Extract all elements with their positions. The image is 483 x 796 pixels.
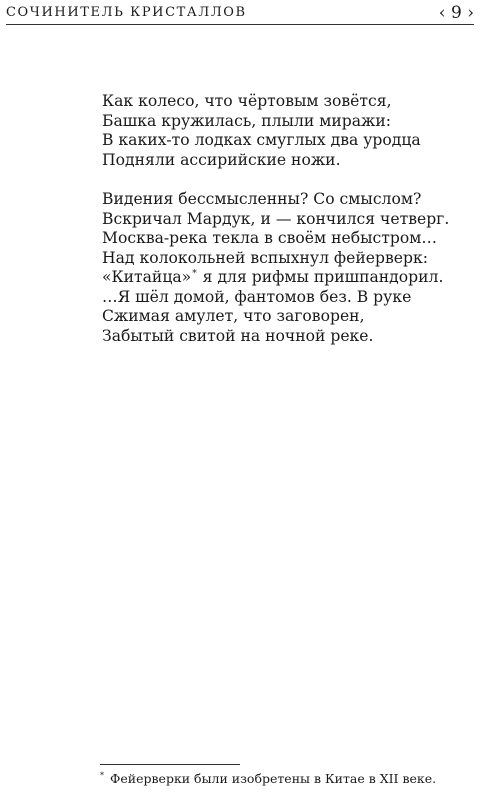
poem-line: Сжимая амулет, что заговорен,: [102, 307, 365, 325]
footnote-rule: [100, 764, 240, 765]
poem-line: В каких-то лодках смуглых два уродца: [102, 131, 421, 149]
footnote-text: Фейерверки были изобретены в Китае в XII веке.: [110, 771, 437, 786]
poem-line-part: «Китайца»: [102, 268, 192, 286]
footnote-mark: *: [100, 771, 104, 780]
poem-line: Забытый свитой на ночной реке.: [102, 326, 374, 345]
stanza-2: [102, 190, 462, 346]
poem: [102, 92, 462, 366]
running-head: [6, 2, 474, 24]
footnote: [100, 771, 436, 786]
poem-line-part: я для рифмы пришпандорил.: [197, 268, 444, 286]
poem-line: Как колесо, что чёртовым зовётся,: [102, 92, 392, 110]
poem-line: Подняли ассирийские ножи.: [102, 150, 341, 169]
header-rule: [6, 24, 474, 25]
poem-line-with-footnote: [102, 268, 462, 288]
footnote-reference: *: [192, 269, 197, 279]
poem-line: Видения бессмысленны? Со смыслом?: [102, 190, 422, 208]
page-number: ‹ 9 ›: [438, 3, 474, 23]
poem-line: Москва-река текла в своём небыстром…: [102, 229, 437, 247]
poem-line: …Я шёл домой, фантомов без. В руке: [102, 287, 412, 306]
running-title: СОЧИНИТЕЛЬ КРИСТАЛЛОВ: [6, 5, 247, 20]
stanza-1: [102, 92, 462, 170]
poem-line: Над колокольней вспыхнул фейерверк:: [102, 248, 428, 267]
poem-line: Вскричал Мардук, и — кончился четверг.: [102, 209, 450, 228]
poem-line: Башка кружилась, плыли миражи:: [102, 111, 391, 130]
